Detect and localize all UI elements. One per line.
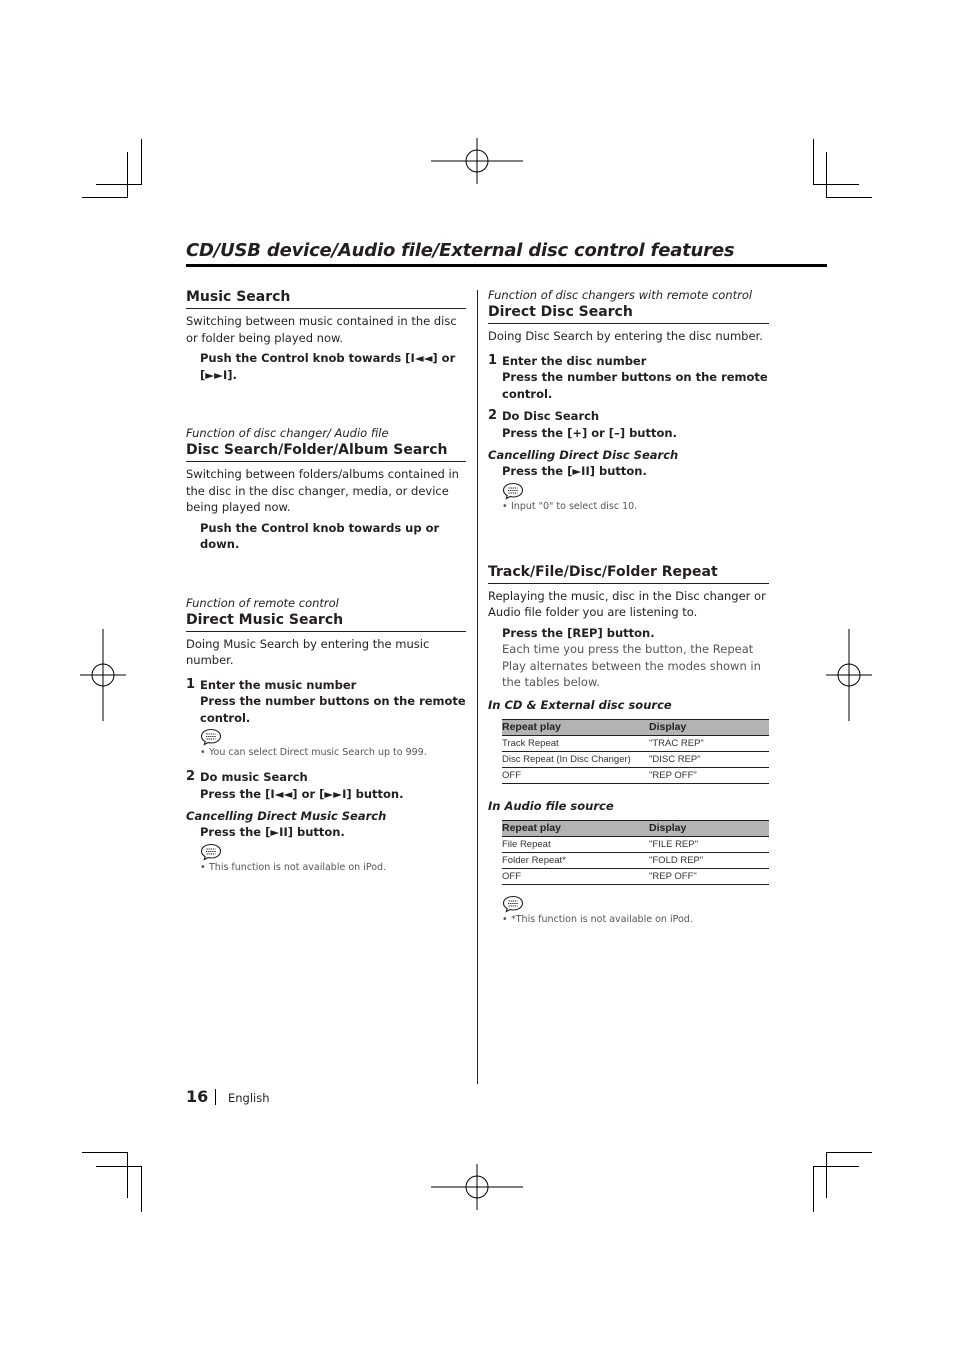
direct-disc-section xyxy=(488,287,769,513)
table-cell: OFF xyxy=(502,767,649,783)
note-text: • This function is not available on iPod. xyxy=(200,861,387,873)
disc-search-desc: Switching between folders/albums contained in the disc in the disc changer, media, or device being played now. xyxy=(186,467,459,514)
page-title: CD/USB device/Audio file/External disc control features xyxy=(186,240,735,261)
direct-disc-step-2 xyxy=(488,408,769,441)
table2-title: In Audio file source xyxy=(488,798,614,813)
table-header-row xyxy=(502,719,769,735)
section-rule xyxy=(186,631,466,632)
right-column xyxy=(488,287,769,926)
repeat-table-audio xyxy=(502,820,769,885)
left-column xyxy=(186,288,466,874)
table-cell: "REP OFF" xyxy=(649,767,769,783)
column-header: Display xyxy=(649,719,769,735)
section-rule xyxy=(488,583,769,584)
column-header: Repeat play xyxy=(502,820,649,836)
registration-mark-top xyxy=(431,138,523,184)
table-cell: "FILE REP" xyxy=(649,836,769,852)
cancel-direct-music-heading: Cancelling Direct Music Search xyxy=(186,809,387,823)
table-cell: Folder Repeat* xyxy=(502,852,649,868)
note-speech-bubble-icon xyxy=(200,843,222,861)
note-speech-bubble-icon xyxy=(502,895,524,913)
direct-music-step-2 xyxy=(186,769,466,802)
direct-music-category: Function of remote control xyxy=(186,595,339,610)
repeat-table-cd xyxy=(502,719,769,784)
cancel-direct-disc-text: Press the [►II] button. xyxy=(502,464,647,478)
disc-search-category: Function of disc changer/ Audio file xyxy=(186,426,389,440)
page-number: 16 xyxy=(186,1087,209,1106)
column-header: Display xyxy=(649,820,769,836)
table-cell: "REP OFF" xyxy=(649,868,769,884)
table-cell: Disc Repeat (In Disc Changer) xyxy=(502,751,649,767)
repeat-desc: Replaying the music, disc in the Disc changer or Audio file folder you are listening to. xyxy=(488,588,766,619)
cancel-direct-disc-heading: Cancelling Direct Disc Search xyxy=(488,448,679,462)
table-header-row xyxy=(502,820,769,836)
page-language: English xyxy=(228,1091,270,1105)
music-search-desc: Switching between music contained in the disc or folder being played now. xyxy=(186,314,457,345)
disc-search-heading: Disc Search/Folder/Album Search xyxy=(186,442,448,458)
music-search-instruction: Push the Control knob towards [I◄◄] or [►►I]. xyxy=(200,351,456,382)
step-title: Do music Search xyxy=(200,770,308,784)
step-number: 2 xyxy=(488,408,498,423)
repeat-heading: Track/File/Disc/Folder Repeat xyxy=(488,563,718,580)
step-number: 2 xyxy=(186,769,196,784)
disc-search-instruction: Push the Control knob towards up or down. xyxy=(200,520,440,551)
step-number: 1 xyxy=(488,352,498,368)
step-text: Press the number buttons on the remote control. xyxy=(200,694,466,725)
note-speech-bubble-icon xyxy=(200,728,222,746)
direct-disc-desc: Doing Disc Search by entering the disc number. xyxy=(488,329,763,343)
direct-music-section xyxy=(186,595,466,874)
direct-music-step-1 xyxy=(186,677,466,727)
music-search-section xyxy=(186,288,466,383)
section-rule xyxy=(488,323,769,324)
table-cell: "FOLD REP" xyxy=(649,852,769,868)
step-text: Press the number buttons on the remote control. xyxy=(502,370,768,401)
section-rule xyxy=(186,308,466,309)
table-row xyxy=(502,868,769,884)
table-cell: Track Repeat xyxy=(502,735,649,751)
table-cell: "DISC REP" xyxy=(649,751,769,767)
section-rule xyxy=(186,461,466,462)
table1-title: In CD & External disc source xyxy=(488,697,672,712)
table-row xyxy=(502,735,769,751)
direct-disc-heading: Direct Disc Search xyxy=(488,304,633,320)
repeat-instruction: Press the [REP] button. xyxy=(502,625,655,640)
column-divider xyxy=(477,290,478,1084)
repeat-section xyxy=(488,563,769,926)
note-text: • *This function is not available on iPod. xyxy=(502,913,693,925)
repeat-detail: Each time you press the button, the Repeat Play alternates between the modes shown in the tables below. xyxy=(502,642,761,689)
step-title: Enter the music number xyxy=(200,677,357,692)
direct-disc-category: Function of disc changers with remote control xyxy=(488,288,753,302)
table-row xyxy=(502,836,769,852)
step-text: Press the [+] or [–] button. xyxy=(502,425,677,440)
direct-music-heading: Direct Music Search xyxy=(186,611,344,628)
table-cell: "TRAC REP" xyxy=(649,735,769,751)
note-text: • You can select Direct music Search up to 999. xyxy=(200,747,427,758)
direct-music-desc: Doing Music Search by entering the music number. xyxy=(186,636,430,667)
table-row xyxy=(502,767,769,783)
table-row xyxy=(502,852,769,868)
title-rule xyxy=(186,264,827,267)
note-text: • Input "0" to select disc 10. xyxy=(502,500,638,512)
step-title: Enter the disc number xyxy=(502,353,647,368)
registration-mark-right xyxy=(826,629,872,721)
step-text: Press the [I◄◄] or [►►I] button. xyxy=(200,786,404,801)
registration-mark-left xyxy=(80,629,126,721)
column-header: Repeat play xyxy=(502,719,649,735)
disc-search-section xyxy=(186,425,466,553)
music-search-heading: Music Search xyxy=(186,289,291,305)
table-row xyxy=(502,751,769,767)
table-cell: File Repeat xyxy=(502,836,649,852)
table-cell: OFF xyxy=(502,868,649,884)
step-number: 1 xyxy=(186,676,196,692)
registration-mark-bottom xyxy=(431,1164,523,1210)
direct-disc-step-1 xyxy=(488,353,769,403)
cancel-direct-music-text: Press the [►II] button. xyxy=(200,825,345,839)
step-title: Do Disc Search xyxy=(502,409,600,423)
note-speech-bubble-icon xyxy=(502,482,524,500)
page-number-separator xyxy=(215,1089,216,1105)
